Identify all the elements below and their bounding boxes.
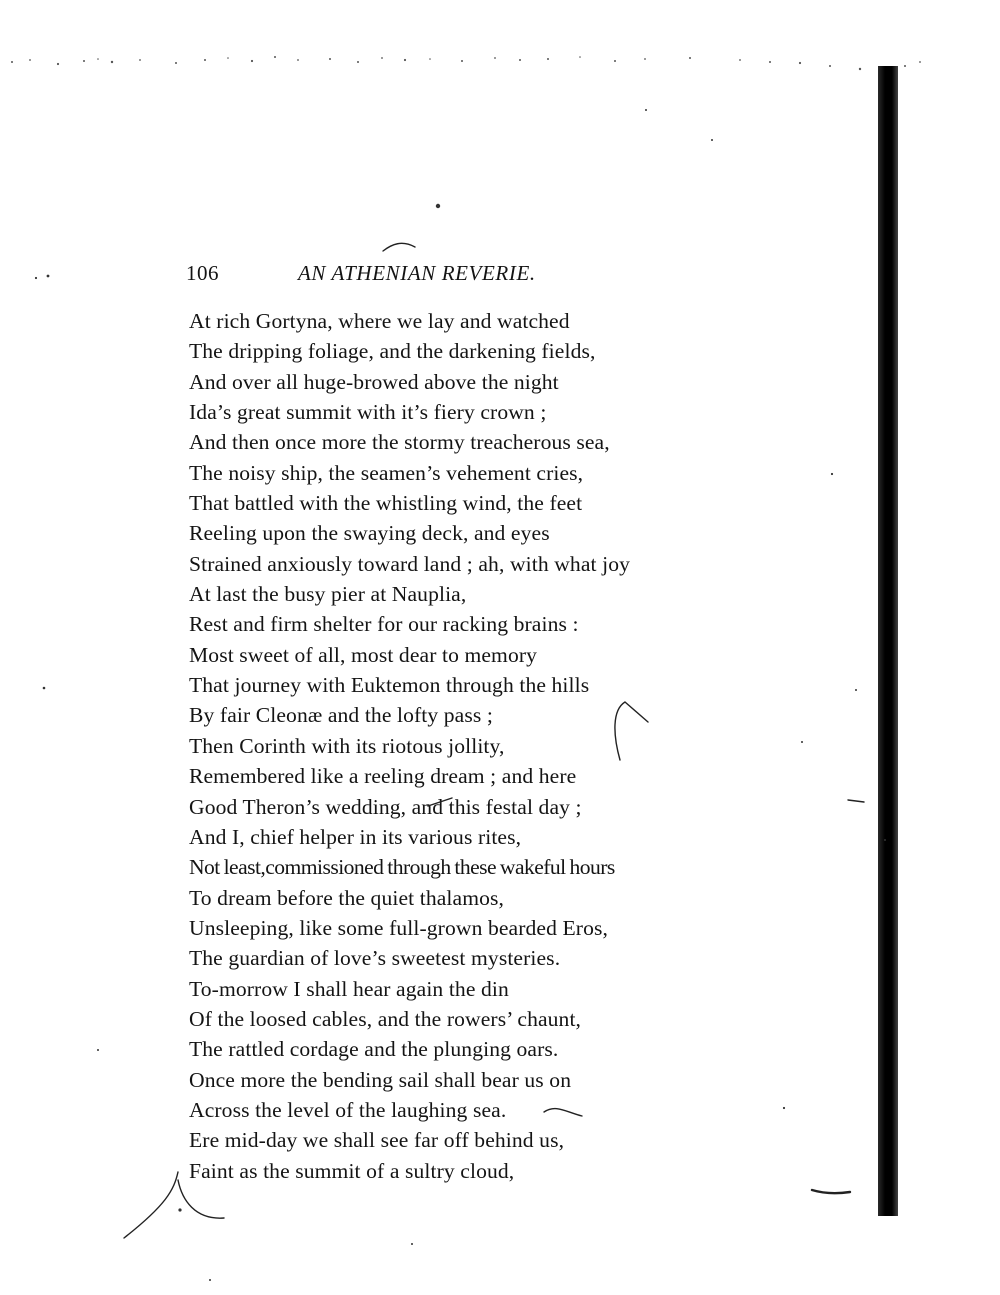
poem-line: By fair Cleonæ and the lofty pass ; (189, 703, 493, 728)
poem-line: The dripping foliage, and the darkening fields, (189, 339, 596, 364)
poem-line: Then Corinth with its riotous jollity, (189, 733, 505, 758)
poem-line: Once more the bending sail shall bear us on (189, 1067, 572, 1092)
poem-line: The rattled cordage and the plunging oars. (189, 1037, 559, 1062)
poem-line: Remembered like a reeling dream ; and here (189, 764, 577, 789)
pencil-dash-mark (812, 1190, 850, 1193)
poem-line: And over all huge-browed above the night (189, 369, 559, 394)
pencil-squiggle-mark (383, 243, 415, 251)
poem-line: And I, chief helper in its various rites, (189, 824, 522, 849)
poem-line: Ida’s great summit with it’s fiery crown ; (189, 400, 547, 425)
poem-line: Faint as the summit of a sultry cloud, (189, 1158, 515, 1183)
poem-line: The noisy ship, the seamen’s vehement cries, (189, 460, 584, 485)
pencil-dash-mark (848, 800, 864, 802)
poem-line: Of the loosed cables, and the rowers’ chaunt, (189, 1006, 582, 1031)
book-gutter-shadow (878, 66, 898, 1216)
poem-line: Most sweet of all, most dear to memory (189, 642, 538, 667)
poem-line: Strained anxiously toward land ; ah, with what joy (189, 551, 630, 576)
poem-line: Good Theron’s wedding, and this festal day ; (189, 794, 582, 819)
poem-line: To-morrow I shall hear again the din (189, 976, 509, 1001)
poem-line: At rich Gortyna, where we lay and watched (189, 309, 570, 333)
poem-line: At last the busy pier at Nauplia, (189, 582, 467, 607)
poem-line: Reeling upon the swaying deck, and eyes (189, 521, 550, 546)
poem-line: And then once more the stormy treacherous sea, (189, 430, 610, 455)
poem-line: Ere mid-day we shall see far off behind us, (189, 1128, 565, 1153)
poem-line: To dream before the quiet thalamos, (189, 885, 504, 910)
poem-line: Across the level of the laughing sea. (189, 1097, 507, 1122)
poem-line: The guardian of love’s sweetest mysteries. (189, 946, 561, 971)
page-number: 106 (186, 261, 219, 285)
poem-line: Rest and firm shelter for our racking brains : (189, 612, 579, 637)
running-title: AN ATHENIAN REVERIE. (298, 261, 536, 285)
poem-line: That journey with Euktemon through the hills (189, 673, 590, 698)
poem-text (189, 306, 749, 1186)
scan-top-edge-speckle (0, 0, 1000, 90)
page-header (186, 258, 706, 288)
poem-line: That battled with the whistling wind, the feet (189, 491, 583, 516)
poem-line: Unsleeping, like some full-grown bearded Eros, (189, 915, 608, 940)
poem-line: Not least,commissioned through these wakeful hours (189, 855, 615, 880)
